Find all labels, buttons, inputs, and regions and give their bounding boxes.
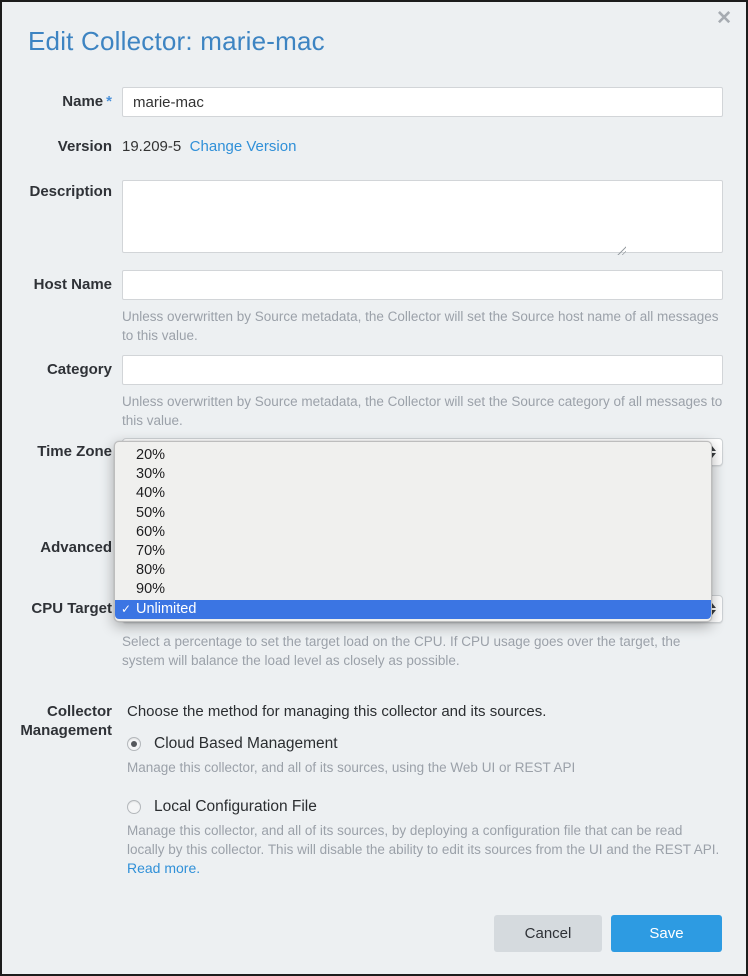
local-config-option[interactable] [127,798,723,816]
collector-management-label: Collector Management [20,703,112,739]
category-label: Category [46,361,112,378]
cpu-option[interactable]: 40% [136,485,166,502]
cpu-option-selected-label: Unlimited [136,600,197,617]
version-label: Version [57,138,112,155]
host-name-help: Unless overwritten by Source metadata, the Collector will set the Source host name of all messages to this value. [122,309,719,343]
description-label: Description [29,183,112,200]
save-button[interactable]: Save [611,915,722,952]
version-value: 19.209-5 [122,138,182,155]
cpu-option-selected[interactable] [115,600,711,619]
cpu-option[interactable]: 60% [136,523,166,540]
cpu-option[interactable]: 90% [136,581,166,598]
read-more-link[interactable]: Read more. [127,860,201,876]
cpu-target-help: Select a percentage to set the target load on the CPU. If CPU usage goes over the target, the system will balance the load level as closely as possible. [122,634,681,668]
cloud-management-help: Manage this collector, and all of its sources, using the Web UI or REST API [127,760,576,775]
host-name-row [2,270,748,345]
cloud-management-option[interactable] [127,735,723,753]
required-marker: * [106,93,112,110]
advanced-label: Advanced [40,539,112,556]
cloud-management-label: Cloud Based Management [154,735,338,752]
cpu-target-label: CPU Target [31,600,112,617]
cpu-option[interactable]: 50% [136,504,166,521]
cpu-option[interactable]: 80% [136,562,166,579]
local-config-help-text: Manage this collector, and all of its sources, by deploying a configuration file that can be read locally by this collector. This will disable the ability to edit its sources from the UI and the REST API. [127,823,720,857]
version-row [2,138,748,156]
collector-management-row [2,702,748,878]
name-label [2,87,112,117]
radio-unselected-icon[interactable] [127,800,141,814]
description-textarea[interactable] [122,180,723,253]
page-title: Edit Collector: marie-mac [28,26,325,56]
collector-management-intro: Choose the method for managing this collector and its sources. [127,703,547,720]
cancel-button[interactable]: Cancel [494,915,602,952]
cpu-option[interactable]: 70% [136,542,166,559]
name-label-text: Name [62,93,104,110]
description-row [2,180,748,258]
category-input[interactable] [122,355,723,385]
footer-button-bar [494,915,722,952]
host-name-input[interactable] [122,270,723,300]
name-input[interactable] [122,87,723,117]
change-version-link[interactable]: Change Version [189,138,297,155]
host-name-label: Host Name [33,276,112,293]
category-row [2,355,748,430]
close-icon[interactable]: ✕ [716,8,732,29]
cpu-option[interactable]: 20% [136,447,166,463]
category-help: Unless overwritten by Source metadata, the Collector will set the Source category of all messages to this value. [122,394,723,428]
radio-selected-icon[interactable] [127,737,141,751]
time-zone-label: Time Zone [37,443,112,460]
local-config-help [127,821,723,878]
local-config-label: Local Configuration File [154,798,317,815]
checkmark-icon: ✓ [121,601,132,616]
cpu-option[interactable]: 30% [136,466,166,483]
cpu-target-dropdown-menu [114,441,712,622]
name-row [2,87,748,117]
